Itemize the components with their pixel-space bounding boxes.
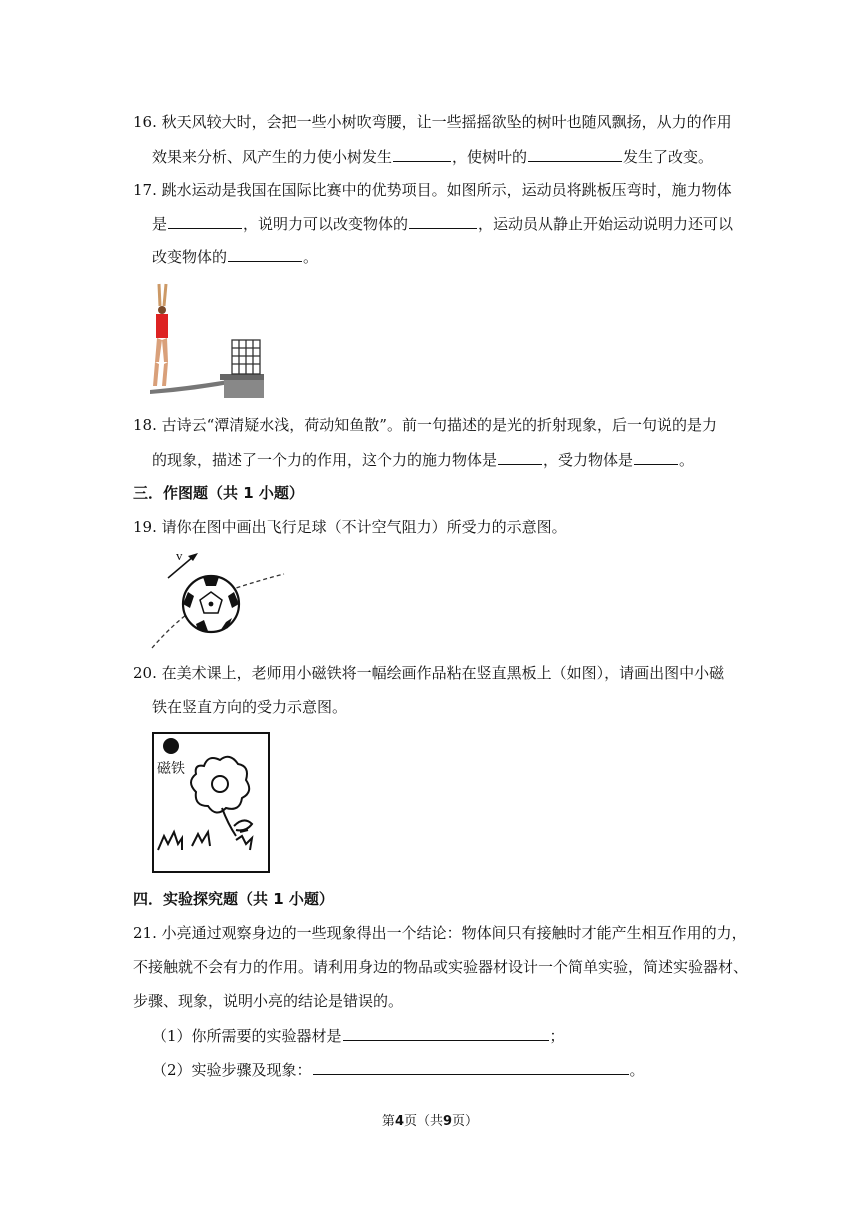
q17-blank-2[interactable] — [409, 213, 477, 229]
q18-blank-2[interactable] — [634, 449, 678, 465]
q18-blank-1[interactable] — [498, 449, 542, 465]
q17-blank-1[interactable] — [168, 213, 242, 229]
q20-line1: 20. 在美术课上，老师用小磁铁将一幅绘画作品粘在竖直黑板上（如图），请画出图中小磁 — [133, 664, 725, 682]
q21-line2: 不接触就不会有力的作用。请利用身边的物品或实验器材设计一个简单实验，简述实验器材、 — [133, 958, 749, 976]
magnet-label: 磁铁 — [157, 761, 185, 777]
blackboard-figure — [152, 732, 270, 874]
q17-line2 — [152, 213, 733, 234]
q16-text-c: 发生了改变。 — [623, 148, 714, 166]
q20-line2: 铁在竖直方向的受力示意图。 — [152, 698, 348, 716]
q17-text-b: ，说明力可以改变物体的 — [243, 215, 409, 233]
q21-sub2 — [152, 1059, 645, 1080]
diver-figure — [144, 282, 266, 400]
q21-sub1-end: ； — [549, 1027, 565, 1045]
q17-text-e: 。 — [303, 248, 319, 266]
page-number: 4 — [394, 1114, 404, 1129]
diver-icon — [153, 284, 168, 386]
q17-blank-3[interactable] — [228, 246, 302, 262]
section-3-heading: 三．作图题（共 1 小题） — [133, 484, 304, 502]
q17-text-a: 是 — [152, 215, 168, 233]
page-footer: 第4页（共9页） — [381, 1114, 479, 1129]
q21-blank-1[interactable] — [343, 1025, 549, 1041]
q16-text-a: 效果来分析、风产生的力使小树发生 — [152, 148, 393, 166]
q18-text-b: ，受力物体是 — [543, 451, 634, 469]
q21-sub2-end: 。 — [629, 1061, 645, 1079]
q21-sub2-text: （2）实验步骤及现象： — [152, 1061, 312, 1079]
q21-blank-2[interactable] — [313, 1059, 629, 1075]
q21-sub1 — [152, 1025, 565, 1046]
q17-line1: 17. 跳水运动是我国在国际比赛中的优势项目。如图所示，运动员将跳板压弯时，施力物体 — [133, 181, 732, 199]
q16-line2 — [152, 146, 713, 167]
q21-line3: 步骤、现象，说明小亮的结论是错误的。 — [133, 992, 404, 1010]
q17-text-c: ，运动员从静止开始运动说明力还可以 — [478, 215, 734, 233]
q18-line2 — [152, 449, 694, 470]
q16-blank-1[interactable] — [393, 146, 451, 162]
soccer-ball-icon — [183, 576, 239, 632]
q21-line1: 21. 小亮通过观察身边的一些现象得出一个结论：物体间只有接触时才能产生相互作用的力， — [133, 924, 747, 942]
q18-line1: 18. 古诗云“潭清疑水浅，荷动知鱼散”。前一句描述的是光的折射现象，后一句说的是力 — [133, 416, 717, 434]
q16-text-b: ，使树叶的 — [452, 148, 528, 166]
railing — [232, 340, 260, 374]
q16-blank-2[interactable] — [528, 146, 622, 162]
football-figure — [150, 544, 288, 652]
page-total: 9 — [443, 1114, 453, 1129]
q18-text-a: 的现象，描述了一个力的作用，这个力的施力物体是 — [152, 451, 498, 469]
q17-text-d: 改变物体的 — [152, 248, 228, 266]
velocity-label: v — [176, 548, 183, 563]
magnet-icon — [163, 738, 179, 754]
q17-line3 — [152, 246, 318, 267]
q18-text-c: 。 — [679, 451, 695, 469]
section-4-heading: 四．实验探究题（共 1 小题） — [133, 890, 334, 908]
q19-line1: 19. 请你在图中画出飞行足球（不计空气阻力）所受力的示意图。 — [133, 518, 567, 536]
q16-line1: 16. 秋天风较大时，会把一些小树吹弯腰，让一些摇摇欲坠的树叶也随风飘扬，从力的作用 — [133, 113, 732, 131]
q21-sub1-text: （1）你所需要的实验器材是 — [152, 1027, 342, 1045]
